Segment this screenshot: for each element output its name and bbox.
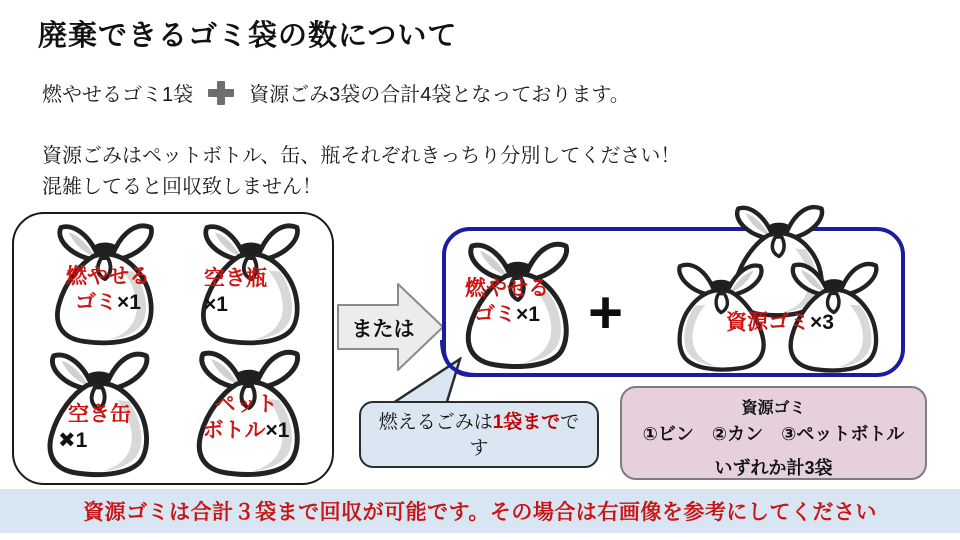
summary-left-text: 燃やせるゴミ1袋	[42, 84, 194, 106]
panel-border-segment	[438, 340, 502, 382]
warning-separate-text: 資源ごみはペットボトル、缶、瓶それぞれきっちり分別してください！	[42, 145, 681, 167]
plus-icon	[208, 81, 234, 105]
plus-sign: +	[588, 279, 624, 346]
recycle-info-box	[620, 386, 927, 480]
bag-label-cans: 空き缶 ✖1	[58, 403, 131, 452]
summary-right-text: 資源ごみ3袋の合計4袋となっております。	[249, 84, 630, 106]
page-title: 廃棄できるゴミ袋の数について	[38, 20, 458, 52]
burnable-bag-label: 燃やせる ゴミ×1	[465, 277, 549, 326]
recycle-info-title: 資源ゴミ	[741, 400, 806, 417]
footer-banner	[0, 489, 960, 533]
recycle-bags-icon	[663, 197, 895, 383]
bag-label-bottles: 空き瓶 ×1	[204, 267, 267, 316]
bag-label-burnable: 燃やせる ゴミ×1	[66, 265, 150, 314]
recycle-info-options: ①ビン ②カン ③ペットボトル	[642, 424, 905, 444]
burnable-limit-callout: 燃えるごみは1袋までです	[359, 401, 599, 468]
or-arrow-label: または	[351, 318, 415, 341]
recycle-info-note: いずれか計3袋	[714, 458, 833, 478]
left-bags-panel	[12, 212, 334, 485]
recycle-bags-label: 資源ゴミ×3	[726, 311, 834, 334]
warning-no-collect-text: 混雑してると回収致しません！	[42, 176, 322, 198]
bag-label-pet: ペット ボトル×1	[202, 393, 290, 442]
footer-banner-text: 資源ゴミは合計３袋まで回収が可能です。その場合は右画像を参考にしてください	[83, 501, 877, 524]
summary-line	[42, 78, 630, 107]
